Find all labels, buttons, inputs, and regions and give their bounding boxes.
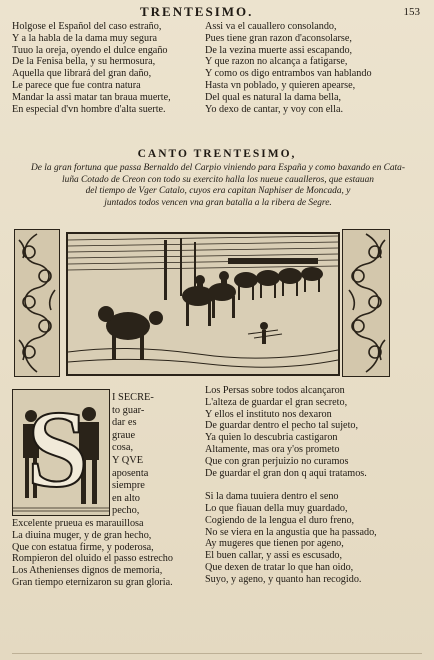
stanza-top-right [205, 21, 372, 115]
verse-line: Que dexen de tratar lo que han oido, [205, 561, 354, 573]
scroll-ornament-icon [15, 230, 59, 376]
verse-line: Hasta vn poblado, y quieren apearse, [205, 79, 356, 91]
page-bottom-edge [12, 653, 422, 654]
canto-title: CANTO TRENTESIMO, [137, 148, 297, 160]
verse-line: Y QVE [112, 454, 144, 466]
cavalry-march-woodcut-icon [68, 234, 338, 374]
initial-letter: S [27, 389, 89, 510]
page-header [0, 4, 434, 20]
verse-line: No se viera en la angustia que ha passado, [205, 526, 377, 538]
stanza-top-left [12, 21, 171, 115]
verse-line: Ay mugeres que tienen por ageno, [205, 538, 344, 550]
verse-line: Suyo, y ageno, y quanto han recogido. [205, 573, 362, 585]
verse-line: Ya quien lo descubria castigaron [205, 432, 338, 444]
argument-line: De la gran fortuna que passa Bernaldo del Carpio viniendo para España y como baxando en Cata- [31, 163, 405, 173]
verse-line: en alto [112, 492, 140, 504]
verse-line: Pues tiene gran razon d'aconsolarse, [205, 32, 352, 44]
verse-line: De guardar dentro el pecho tal sujeto, [205, 420, 359, 432]
first-stanza-opening [112, 392, 154, 518]
canto-argument [12, 163, 424, 209]
verse-line: Los Athenienses dignos de memoria, [12, 565, 163, 577]
left-ornament-border [14, 229, 60, 377]
verse-line: Gran tiempo eternizaron su gran gloria. [12, 576, 173, 588]
verse-line: De la Fenisa bella, y su hermosura, [12, 56, 156, 68]
verse-line: Los Persas sobre todos alcançaron [205, 385, 345, 396]
verse-line: Holgose el Español del caso estraño, [12, 21, 162, 32]
verse-line: Cogiendo de la lengua el duro freno, [205, 514, 355, 526]
verse-line: Le parece que fue contra natura [12, 79, 141, 91]
stanza-bottom-left [12, 518, 173, 589]
verse-line: Lo que fiauan della muy guardado, [205, 502, 348, 514]
right-ornament-border [342, 229, 390, 377]
verse-line: Aquella que librará del gran daño, [12, 68, 152, 80]
verse-line: dar es [112, 417, 137, 429]
verse-line: Excelente prueua es marauillosa [12, 518, 144, 529]
woodcut-illustration [66, 232, 340, 376]
verse-line: cosa, [112, 442, 134, 454]
verse-line: La diuina muger, y de gran hecho, [12, 529, 152, 541]
verse-line: En especial d'vn hombre d'alta suerte. [12, 103, 166, 115]
decorated-initial [12, 389, 110, 516]
verse-line: Que con gran perjuizio no curamos [205, 455, 349, 467]
verse-line: Yo dexo de cantar, y voy con ella. [205, 103, 344, 115]
verse-line: Y a la habla de la dama muy segura [12, 32, 158, 44]
verse-line: El buen callar, y assi es escusado, [205, 550, 343, 562]
verse-line: Del qual es natural la dama bella, [205, 91, 342, 103]
verse-line: Y que razon no alcança a fatigarse, [205, 56, 348, 68]
argument-line: del tiempo de Vger Catalo, cuyos era capitan Naphiser de Moncada, y [85, 186, 351, 197]
verse-line: Rompieron del oluido el passo estrecho [12, 553, 173, 565]
verse-line: L'alteza de guardar el gran secreto, [205, 396, 348, 408]
verse-line: graue [112, 429, 136, 441]
verse-line: to guar- [112, 404, 145, 416]
verse-line: Assi va el cauallero consolando, [205, 21, 337, 32]
verse-line: I SECRE- [112, 392, 154, 403]
verse-line: Tuuo la oreja, oyendo el dulce engaño [12, 44, 168, 56]
argument-line: luña Cotado de Creon con todo su exercito halla los nueue caualleros, que estauan [62, 174, 374, 185]
verse-line: Mandar la assi matar tan braua muerte, [12, 91, 171, 103]
verse-line: aposenta [112, 467, 149, 479]
verse-line: De la vezina muerte assi escapando, [205, 44, 353, 56]
folio-number: 153 [403, 6, 420, 18]
verse-line: Y ellos el instituto nos dexaron [205, 408, 332, 420]
verse-line: De guardar el gran don q aqui tratamos. [205, 467, 367, 479]
stanza-gap [205, 479, 377, 491]
verse-line: siempre [112, 480, 145, 492]
verse-line: Si la dama tuuiera dentro el seno [205, 491, 339, 503]
verse-line: pecho, [112, 505, 140, 517]
verse-line: Altamente, mas ora y'os prometo [205, 443, 340, 455]
scroll-ornament-icon [343, 230, 389, 376]
verse-line: Que con estatua firme, y poderosa, [12, 541, 154, 553]
stanza-bottom-right [205, 385, 377, 586]
running-head: TRENTESIMO. [140, 4, 254, 19]
argument-line: juntados todos vencen vna gran batalla a la ribera de Segre. [104, 197, 332, 208]
verse-line: Y como os digo entrambos van hablando [205, 68, 372, 80]
